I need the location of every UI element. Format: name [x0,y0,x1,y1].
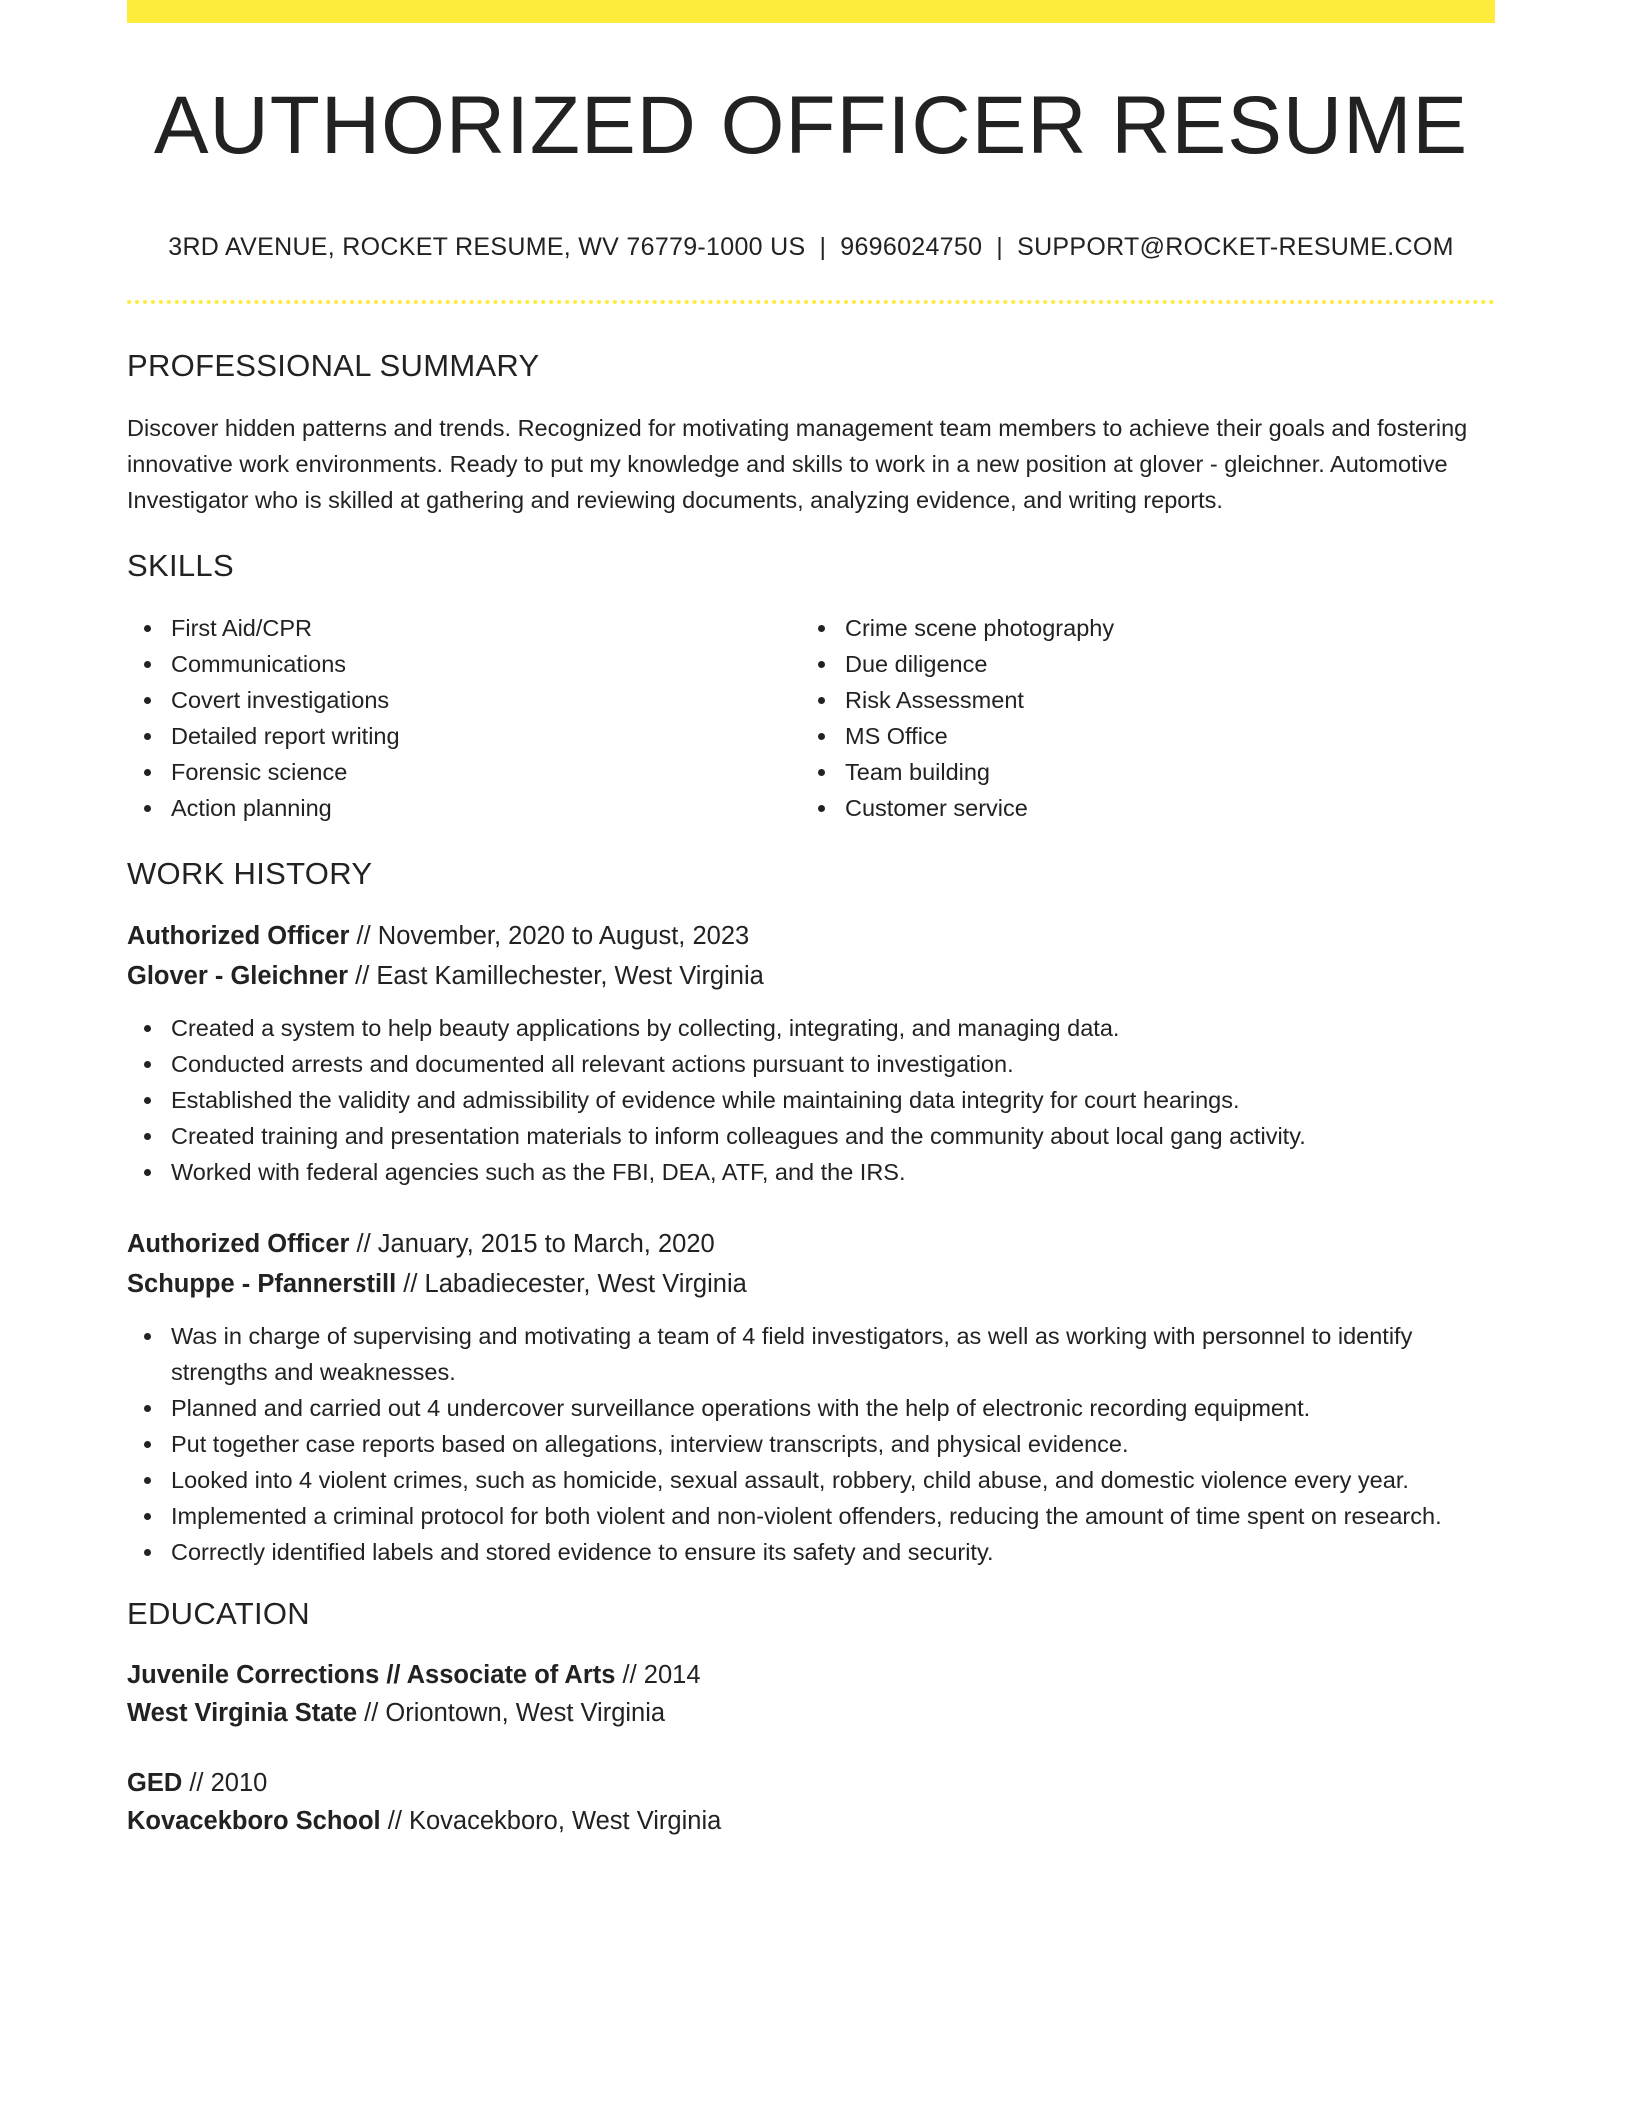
section-title-education: EDUCATION [127,1596,310,1632]
job-company: Glover - Gleichner [127,962,349,991]
job-role-line [127,916,1495,956]
resume-title: AUTHORIZED OFFICER RESUME [153,80,1469,171]
skill-item: Covert investigations [127,682,801,718]
section-title-work-history: WORK HISTORY [127,856,373,892]
job-location: // Labadiecester, West Virginia [396,1270,747,1299]
job-entry [127,916,1495,1190]
dotted-divider [127,300,1495,304]
skill-item: Action planning [127,790,801,826]
education-degree-line [127,1764,1495,1802]
job-bullet: Created training and presentation materials to inform colleagues and the community about local gang activity. [127,1118,1495,1154]
education-year: // 2014 [615,1661,701,1690]
skills-grid [127,610,1495,826]
separator: | [819,233,827,262]
education-degree: GED [127,1769,183,1798]
job-bullets [127,1318,1495,1570]
skill-item: Forensic science [127,754,801,790]
job-bullet: Conducted arrests and documented all relevant actions pursuant to investigation. [127,1046,1495,1082]
job-bullet: Looked into 4 violent crimes, such as homicide, sexual assault, robbery, child abuse, and domestic violence every year. [127,1462,1495,1498]
skill-item: Risk Assessment [801,682,1475,718]
job-dates: // November, 2020 to August, 2023 [349,922,750,951]
job-bullet: Created a system to help beauty applications by collecting, integrating, and managing data. [127,1010,1495,1046]
education-location: // Kovacekboro, West Virginia [380,1807,722,1836]
education-school: Kovacekboro School [127,1807,381,1836]
skill-item: First Aid/CPR [127,610,801,646]
education-school: West Virginia State [127,1699,358,1728]
skills-column-left [127,610,801,826]
phone: 9696024750 [840,233,983,262]
education-entry [127,1764,1495,1840]
job-role: Authorized Officer [127,1230,350,1259]
job-company-line [127,956,1495,996]
skill-item: Communications [127,646,801,682]
contact-line [127,233,1495,262]
skill-item: Detailed report writing [127,718,801,754]
job-location: // East Kamillechester, West Virginia [348,962,764,991]
job-company-line [127,1264,1495,1304]
skill-item: Crime scene photography [801,610,1475,646]
summary-text: Discover hidden patterns and trends. Recognized for motivating management team members to achieve their goals and fostering innovative work environments. Ready to put my knowledge and skills to work in a new position at glover - gleichner. Automotive Investigator who is skilled at gathering and reviewing documents, analyzing evidence, and writing reports. [127,415,1468,514]
education-degree: Juvenile Corrections // Associate of Arts [127,1661,616,1690]
job-bullet: Worked with federal agencies such as the FBI, DEA, ATF, and the IRS. [127,1154,1495,1190]
education-year: // 2010 [182,1769,268,1798]
job-dates: // January, 2015 to March, 2020 [349,1230,715,1259]
skills-column-right [801,610,1475,826]
job-bullet: Implemented a criminal protocol for both violent and non-violent offenders, reducing the amount of time spent on research. [127,1498,1495,1534]
skill-item: Customer service [801,790,1475,826]
accent-bar [127,0,1495,23]
skill-item: MS Office [801,718,1475,754]
job-entry [127,1224,1495,1570]
education-entry [127,1656,1495,1732]
skill-item: Due diligence [801,646,1475,682]
job-bullet: Was in charge of supervising and motivating a team of 4 field investigators, as well as working with personnel to identify strengths and weaknesses. [127,1318,1495,1390]
job-bullet: Put together case reports based on allegations, interview transcripts, and physical evidence. [127,1426,1495,1462]
email: SUPPORT@ROCKET-RESUME.COM [1017,233,1454,262]
job-bullet: Established the validity and admissibility of evidence while maintaining data integrity for court hearings. [127,1082,1495,1118]
job-bullet: Correctly identified labels and stored evidence to ensure its safety and security. [127,1534,1495,1570]
resume-page [127,0,1495,1840]
skill-item: Team building [801,754,1475,790]
separator: | [996,233,1004,262]
education-location: // Oriontown, West Virginia [357,1699,666,1728]
education-school-line [127,1694,1495,1732]
job-role: Authorized Officer [127,922,350,951]
section-title-summary: PROFESSIONAL SUMMARY [127,348,540,384]
education-school-line [127,1802,1495,1840]
job-bullet: Planned and carried out 4 undercover surveillance operations with the help of electronic recording equipment. [127,1390,1495,1426]
education-degree-line [127,1656,1495,1694]
job-role-line [127,1224,1495,1264]
address: 3RD AVENUE, ROCKET RESUME, WV 76779-1000 US [168,233,806,262]
job-company: Schuppe - Pfannerstill [127,1270,397,1299]
section-title-skills: SKILLS [127,548,234,584]
job-bullets [127,1010,1495,1190]
